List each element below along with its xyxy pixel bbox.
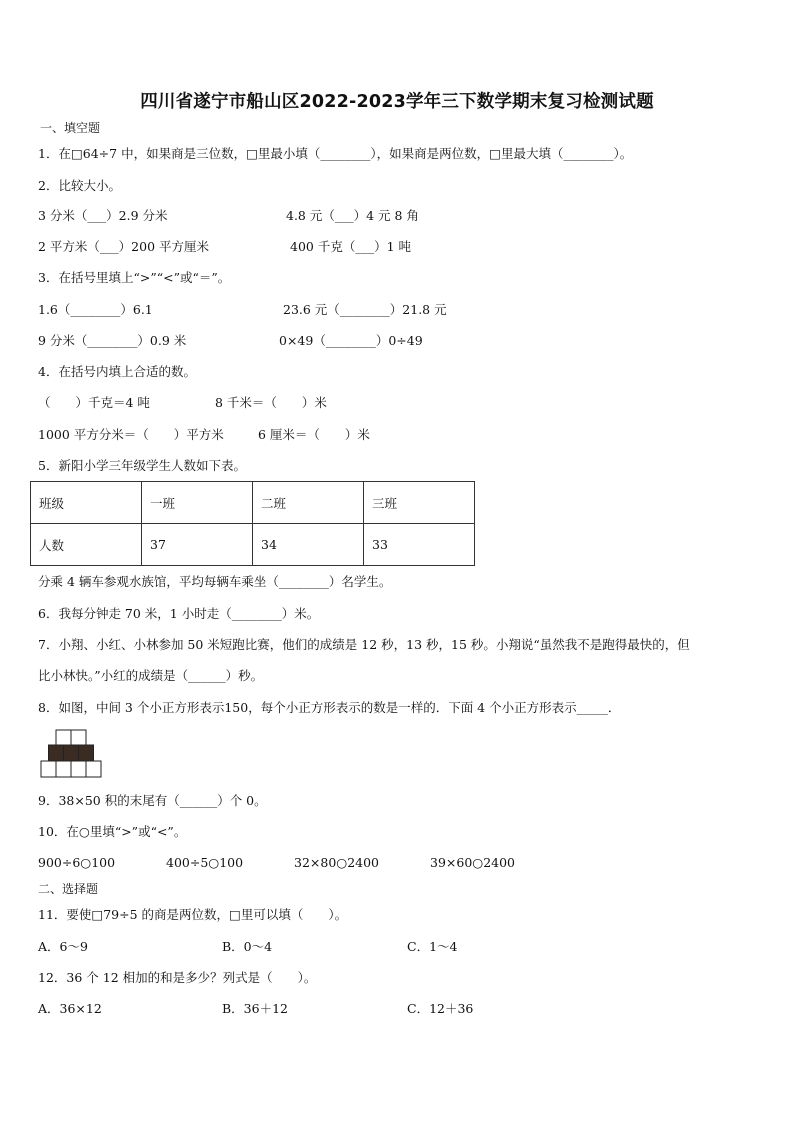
question-3a: 1.6（________）6.1 (38, 302, 153, 317)
question-5: 5．新阳小学三年级学生人数如下表。 (38, 458, 246, 473)
question-10c: 32×80○2400 (294, 855, 380, 870)
question-11-option-b: B．0～4 (222, 939, 273, 954)
question-4a: （ ）千克＝4 吨 (38, 395, 150, 410)
class-size-table (30, 481, 475, 566)
question-2c: 2 平方米（___）200 平方厘米 (38, 239, 210, 254)
table-header-cell: 三班 (364, 482, 475, 524)
question-3d: 0×49（________）0÷49 (279, 333, 423, 348)
question-11-option-a: A．6～9 (38, 939, 88, 954)
question-4d: 6 厘米＝（ ）米 (258, 427, 370, 442)
table-row (31, 482, 475, 524)
section-heading-fill-in: 一、填空题 (40, 121, 101, 135)
question-10b: 400÷5○100 (166, 855, 244, 870)
question-10a: 900÷6○100 (38, 855, 116, 870)
question-6: 6．我每分钟走 70 米，1 小时走（________）米。 (38, 606, 320, 621)
question-2b: 4.8 元（___）4 元 8 角 (286, 208, 419, 223)
question-4c: 1000 平方分米＝（ ）平方米 (38, 427, 224, 442)
section-heading-choice: 二、选择题 (38, 882, 99, 896)
page-title: 四川省遂宁市船山区2022-2023学年三下数学期末复习检测试题 (140, 92, 654, 112)
question-9: 9．38×50 积的末尾有（______）个 0。 (38, 793, 267, 808)
table-header-cell: 班级 (31, 482, 142, 524)
question-10d: 39×60○2400 (430, 855, 516, 870)
question-3c: 9 分米（________）0.9 米 (38, 333, 187, 348)
question-12-option-a: A．36×12 (38, 1001, 102, 1016)
question-2: 2．比较大小。 (38, 178, 121, 193)
table-cell: 34 (253, 524, 364, 566)
table-cell: 33 (364, 524, 475, 566)
question-7-line-2: 比小林快。”小红的成绩是（______）秒。 (38, 668, 264, 683)
table-cell: 37 (142, 524, 253, 566)
question-2a: 3 分米（___）2.9 分米 (38, 208, 168, 223)
question-2d: 400 千克（___）1 吨 (290, 239, 412, 254)
question-12-option-b: B．36＋12 (222, 1001, 288, 1016)
question-8: 8．如图，中间 3 个小正方形表示150，每个小正方形表示的数是一样的．下面 4 个小正方形表示_____． (38, 700, 621, 715)
question-3b: 23.6 元（________）21.8 元 (283, 302, 447, 317)
square-blocks-figure (40, 729, 102, 779)
question-7-line-1: 7．小翔、小红、小林参加 50 米短跑比赛，他们的成绩是 12 秒，13 秒，15 秒。小翔说“虽然我不是跑得最快的，但 (38, 637, 690, 652)
question-4: 4．在括号内填上合适的数。 (38, 364, 196, 379)
question-12-option-c: C．12＋36 (407, 1001, 474, 1016)
table-header-cell: 二班 (253, 482, 364, 524)
question-12: 12．36 个 12 相加的和是多少？列式是（ ）。 (38, 970, 317, 985)
question-1: 1．在□64÷7 中，如果商是三位数，□里最小填（________），如果商是两位数，□里最大填（________）。 (38, 146, 633, 161)
question-4b: 8 千米＝（ ）米 (215, 395, 327, 410)
square-blocks-figure-drawing (40, 729, 102, 779)
table-cell: 人数 (31, 524, 142, 566)
question-11: 11．要使□79÷5 的商是两位数，□里可以填（ ）。 (38, 907, 348, 922)
question-10: 10．在○里填“>”或“<”。 (38, 824, 187, 839)
question-3: 3．在括号里填上“>”“<”或“＝”。 (38, 270, 231, 285)
question-11-option-c: C．1～4 (407, 939, 458, 954)
table-row (31, 524, 475, 566)
table-header-cell: 一班 (142, 482, 253, 524)
question-5-continued: 分乘 4 辆车参观水族馆，平均每辆车乘坐（________）名学生。 (38, 574, 392, 589)
